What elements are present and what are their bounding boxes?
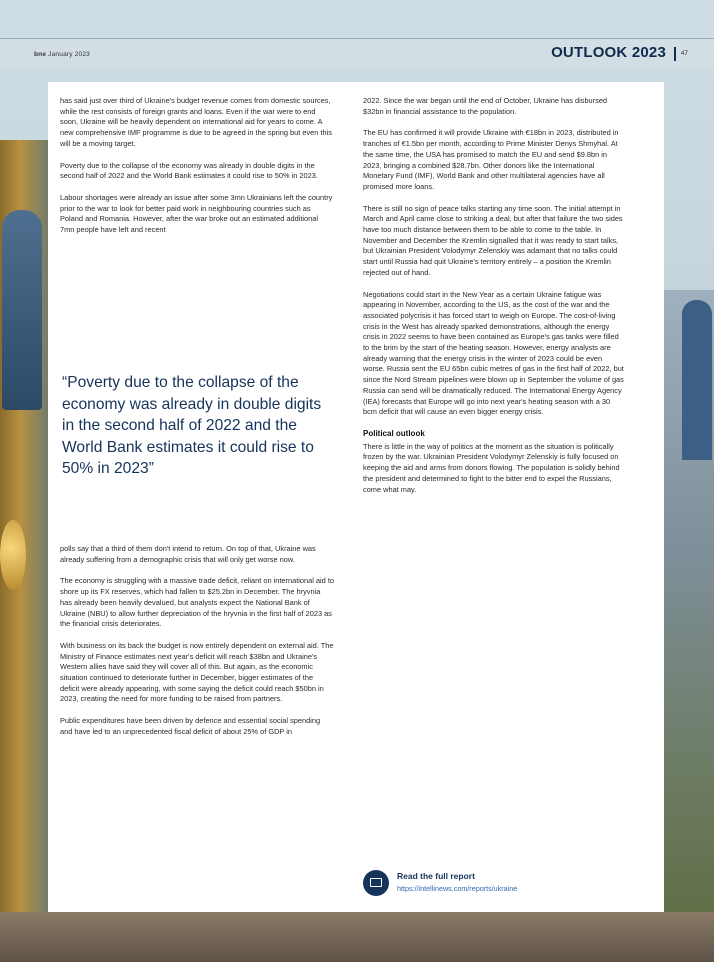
paragraph: There is still no sign of peace talks starting any time soon. The initial attempt in March and April came close to striking a deal, but after that failure the two sides have too much distance between them to be able to come to the table. In November and December the Kremlin signalled that it was ready to start talks, but Ukrainian President Volodymyr Zelenskiy was adamant that no talks could start until Russia had quit Ukraine's territory entirely – a position the Kremlin rejected out of hand. [363, 203, 623, 277]
read-report-callout[interactable] [363, 870, 625, 900]
rooftops-image [0, 912, 714, 962]
paragraph: Public expenditures have been driven by defence and essential social spending and have led to an unprecedented fiscal deficit of about 25% of GDP in [60, 716, 321, 736]
report-icon [363, 870, 389, 896]
paragraph: 2022. Since the war began until the end of October, Ukraine has disbursed $32bn in financial assistance to the population. [363, 96, 608, 116]
paragraph: Poverty due to the collapse of the economy was already in double digits in the second half of 2022 and the World Bank estimates it could rise to 50% in 2023. [60, 160, 318, 181]
report-link[interactable]: https://intellinews.com/reports/ukraine [397, 884, 518, 893]
issue-label: bne January 2023 [34, 51, 90, 58]
pull-quote: “Poverty due to the collapse of the economy was already in double digits in the second half of 2022 and the World Bank estimates it could rise to 50% in 2023” [62, 374, 322, 477]
golden-dome [0, 520, 26, 590]
page-number: 47 [680, 50, 688, 57]
article-right-column [363, 96, 625, 506]
section-subhead: Political outlook [363, 428, 425, 438]
article-panel [48, 82, 664, 912]
page-header [0, 38, 714, 69]
tower-image [682, 300, 712, 460]
paragraph: With business on its back the budget is now entirely dependent on external aid. The Ministry of Finance estimates next year's deficit will reach $38bn and Ukraine's Western allies have said they will cover all of this. But again, as the economic situation continued to deteriorate further in December, bigger estimates of the deficit were already appearing, with some saying the deficit could reach $50bn in 2023, creating the need for more funding to be raised from partners. [60, 640, 334, 704]
paragraph: Labour shortages were already an issue after some 3mn Ukrainians left the country prior to the war to look for better paid work in neighbouring countries such as Poland and Romania. However, after the war broke out an estimated additional 7mn people have left and recent [60, 192, 333, 235]
paragraph: has said just over third of Ukraine's budget revenue comes from domestic sources, while the rest consists of foreign grants and loans. Even if the war were to end soon, Ukraine will be heavily dependent on international aid for years to come. A new comprehensive IMF programme is due to be agreed in the spring but even this will be a moving target. [60, 96, 332, 148]
paragraph: polls say that a third of them don't intend to return. On top of that, Ukraine was already suffering from a demographic crisis that will only get worse now. [60, 544, 316, 564]
header-divider [674, 47, 676, 61]
paragraph: The EU has confirmed it will provide Ukraine with €18bn in 2023, distributed in tranches of €1.5bn per month, according to Prime Minister Denys Shmyhal. At the same time, the USA has promised to match the EU and send $9.8bn in 2023, bringing a combined $28.7bn. Other donors like the International Monetary Fund (IMF), World Bank and other multilateral agencies have all promised more loans. [363, 128, 619, 191]
section-title: OUTLOOK 2023 [551, 44, 666, 61]
statue-figure [2, 210, 42, 410]
paragraph: Negotiations could start in the New Year as a certain Ukraine fatigue was appearing in November, according to the US, as the cost of the war and the associated polycrisis it has forced start to weigh on Europe. The cost-of-living crisis in the West has already sparked demonstrations, although the energy crisis in 2022 seems to have been contained as Europe's gas tanks were filled to the brim by the start of the heating season. However, energy analysts are already warning that the energy crisis in the winter of 2023 could be even worse. Russia sent the EU 65bn cubic metres of gas in the first half of 2022, but since the Nord Stream pipelines were blown up in September the volume of gas Russia can send will be dramatically reduced. The International Energy Agency (IEA) forecasts that Europe will go into next year's heating season with a 30 bcm deficit that will cause an even bigger energy crisis. [363, 289, 624, 417]
article-left-column [60, 96, 334, 247]
paragraph: The economy is struggling with a massive trade deficit, reliant on international aid to shore up its FX reserves, which had fallen to $25.2bn in December. The hryvnia has already been heavily devalued, but analysts expect the National Bank of Ukraine (NBU) to allow further depreciation of the hryvnia in the first half of 2023 as the financial crisis deteriorates. [60, 576, 335, 629]
article-lower-left-column [60, 544, 334, 749]
report-title[interactable]: Read the full report [397, 871, 475, 881]
paragraph: There is little in the way of politics at the moment as the situation is politically frozen by the war. Ukrainian President Volodymyr Zelenskiy is fully focused on keeping the aid and arms from donors flowing. The population is solidly behind the president and determined to fight to the bitter end to expel the Russians, come what may. [363, 441, 620, 494]
